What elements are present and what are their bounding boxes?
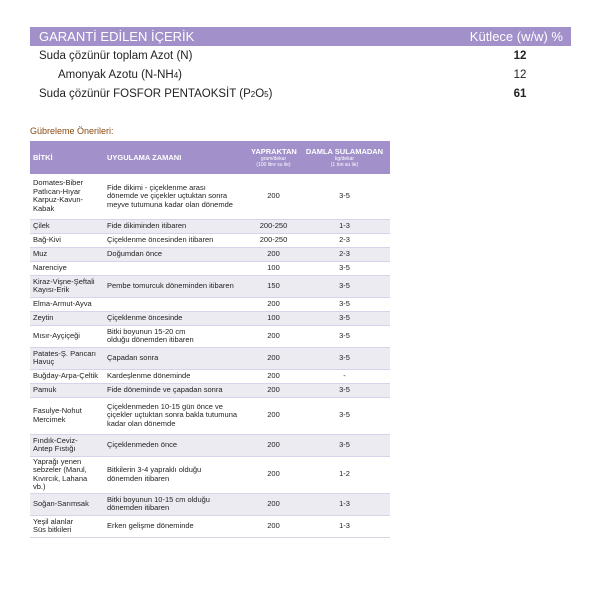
application-time-cell: Doğumdan önce bbox=[104, 247, 248, 261]
foliar-header: YAPRAKTAN gram/dekar (100 litre su ile) bbox=[248, 141, 299, 174]
application-time-cell: Bitkilerin 3-4 yapraklı olduğu dönemden itibaren bbox=[104, 456, 248, 493]
drip-dose-cell: 3-5 bbox=[299, 434, 390, 456]
application-time-cell: Çiçeklenme öncesinde bbox=[104, 311, 248, 325]
ammonium-nitrogen-value: 12 bbox=[513, 68, 527, 81]
application-time-cell: Fide dikiminden itibaren bbox=[104, 219, 248, 233]
drip-dose-cell: 1-3 bbox=[299, 219, 390, 233]
crop-cell: Yaprağı yenen sebzeler (Marul, Kıvırcık, Lahana vb.) bbox=[30, 456, 104, 493]
application-time-header: UYGULAMA ZAMANI bbox=[104, 141, 248, 174]
application-time-cell: Erken gelişme döneminde bbox=[104, 515, 248, 537]
drip-unit: kg/dekar bbox=[334, 156, 355, 162]
table-row bbox=[30, 347, 390, 369]
foliar-dose-cell: 200 bbox=[248, 297, 299, 311]
guaranteed-content-header bbox=[30, 27, 571, 46]
crop-cell: Soğan-Sarımsak bbox=[30, 493, 104, 515]
foliar-dose-cell: 200 bbox=[248, 347, 299, 369]
application-time-cell bbox=[104, 261, 248, 275]
foliar-dose-cell: 200 bbox=[248, 434, 299, 456]
total-nitrogen-row bbox=[30, 46, 571, 65]
mass-unit-label: Kütlece (w/w) % bbox=[469, 29, 563, 44]
guaranteed-content-title: GARANTİ EDİLEN İÇERİK bbox=[39, 29, 195, 44]
crop-cell: Domates-Biber Patlıcan-Hıyar Karpuz-Kavun- Kabak bbox=[30, 174, 104, 219]
foliar-dose-cell: 100 bbox=[248, 311, 299, 325]
drip-dose-cell: 3-5 bbox=[299, 325, 390, 347]
drip-dose-cell: 3-5 bbox=[299, 261, 390, 275]
crop-cell: Fasulye-Nohut Mercimek bbox=[30, 397, 104, 434]
application-time-cell: Çiçeklenme öncesinden itibaren bbox=[104, 233, 248, 247]
crop-cell: Bağ-Kivi bbox=[30, 233, 104, 247]
phosphorus-pentoxide-value: 61 bbox=[513, 87, 527, 100]
foliar-dose-cell: 200-250 bbox=[248, 233, 299, 247]
crop-cell: Fındık-Ceviz- Antep Fıstığı bbox=[30, 434, 104, 456]
fertilization-recommendations-title: Gübreleme Önerileri: bbox=[30, 126, 114, 136]
crop-cell: Zeytin bbox=[30, 311, 104, 325]
drip-dose-cell: 2-3 bbox=[299, 247, 390, 261]
crop-cell: Elma-Armut-Ayva bbox=[30, 297, 104, 311]
crop-cell: Narenciye bbox=[30, 261, 104, 275]
table-row bbox=[30, 174, 390, 219]
drip-dose-cell: 1-2 bbox=[299, 456, 390, 493]
application-time-cell: Fide dikimi - çiçeklenme arası dönemde ve çiçekler uçtuktan sonra meyve tutumuna kadar olan dönemde bbox=[104, 174, 248, 219]
crop-cell: Muz bbox=[30, 247, 104, 261]
ammonium-nitrogen-label: Amonyak Azotu (N-NH4) bbox=[58, 68, 182, 81]
foliar-dose-cell: 200 bbox=[248, 493, 299, 515]
crop-cell: Çilek bbox=[30, 219, 104, 233]
application-time-cell: Kardeşlenme döneminde bbox=[104, 369, 248, 383]
crop-cell: Patates-Ş. Pancarı Havuç bbox=[30, 347, 104, 369]
foliar-dose-cell: 200 bbox=[248, 247, 299, 261]
drip-dose-cell: - bbox=[299, 369, 390, 383]
foliar-dose-cell: 200 bbox=[248, 325, 299, 347]
foliar-dose-cell: 200 bbox=[248, 174, 299, 219]
foliar-dose-cell: 200 bbox=[248, 369, 299, 383]
table-row bbox=[30, 247, 390, 261]
application-time-cell: Fide döneminde ve çapadan sonra bbox=[104, 383, 248, 397]
foliar-unit: gram/dekar bbox=[260, 156, 287, 162]
foliar-dose-cell: 150 bbox=[248, 275, 299, 297]
fertilization-table bbox=[30, 141, 390, 538]
table-row bbox=[30, 383, 390, 397]
table-row bbox=[30, 369, 390, 383]
application-time-cell: Pembe tomurcuk döneminden itibaren bbox=[104, 275, 248, 297]
table-row bbox=[30, 456, 390, 493]
crop-cell: Kiraz-Vişne-Şeftali Kayısı-Erik bbox=[30, 275, 104, 297]
table-row bbox=[30, 297, 390, 311]
guaranteed-content-table bbox=[30, 27, 571, 103]
fertilization-table-body bbox=[30, 174, 390, 537]
foliar-dose-cell: 200 bbox=[248, 456, 299, 493]
foliar-dose-cell: 200 bbox=[248, 515, 299, 537]
drip-dose-cell: 3-5 bbox=[299, 347, 390, 369]
crop-cell: Pamuk bbox=[30, 383, 104, 397]
phosphorus-pentoxide-row bbox=[30, 84, 571, 103]
application-time-cell: Çiçeklenmeden önce bbox=[104, 434, 248, 456]
table-row bbox=[30, 261, 390, 275]
drip-dose-cell: 2-3 bbox=[299, 233, 390, 247]
table-row bbox=[30, 434, 390, 456]
drip-dose-cell: 3-5 bbox=[299, 311, 390, 325]
table-row bbox=[30, 275, 390, 297]
drip-dose-cell: 3-5 bbox=[299, 383, 390, 397]
drip-dose-cell: 3-5 bbox=[299, 297, 390, 311]
foliar-dose-cell: 200-250 bbox=[248, 219, 299, 233]
application-time-cell: Çiçeklenmeden 10-15 gün önce ve çiçekler uçtuktan sonra bakla tutumuna kadar olan dönemde bbox=[104, 397, 248, 434]
crop-header: BİTKİ bbox=[30, 141, 104, 174]
table-row bbox=[30, 311, 390, 325]
fertilization-table-header bbox=[30, 141, 390, 174]
drip-dose-cell: 3-5 bbox=[299, 275, 390, 297]
application-time-cell: Bitki boyunun 15-20 cm olduğu dönemden itibaren bbox=[104, 325, 248, 347]
application-time-cell: Çapadan sonra bbox=[104, 347, 248, 369]
table-row bbox=[30, 233, 390, 247]
drip-dose-cell: 1-3 bbox=[299, 493, 390, 515]
foliar-dose-cell: 200 bbox=[248, 383, 299, 397]
drip-irrigation-header: DAMLA SULAMADAN kg/dekar (1 ton su ile) bbox=[299, 141, 390, 174]
foliar-dose-cell: 100 bbox=[248, 261, 299, 275]
ammonium-nitrogen-row bbox=[30, 65, 571, 84]
application-time-cell: Bitki boyunun 10-15 cm olduğu dönemden itibaren bbox=[104, 493, 248, 515]
table-row bbox=[30, 325, 390, 347]
foliar-note: (100 litre su ile) bbox=[256, 162, 291, 168]
drip-dose-cell: 3-5 bbox=[299, 397, 390, 434]
table-row bbox=[30, 219, 390, 233]
crop-cell: Yeşil alanlar Süs bitkileri bbox=[30, 515, 104, 537]
table-row bbox=[30, 493, 390, 515]
crop-cell: Buğday-Arpa-Çeltik bbox=[30, 369, 104, 383]
drip-dose-cell: 1-3 bbox=[299, 515, 390, 537]
application-time-cell bbox=[104, 297, 248, 311]
drip-note: (1 ton su ile) bbox=[330, 162, 359, 168]
table-row bbox=[30, 397, 390, 434]
drip-dose-cell: 3-5 bbox=[299, 174, 390, 219]
total-nitrogen-value: 12 bbox=[513, 49, 527, 62]
crop-cell: Mısır-Ayçiçeği bbox=[30, 325, 104, 347]
total-nitrogen-label: Suda çözünür toplam Azot (N) bbox=[39, 49, 193, 62]
table-row bbox=[30, 515, 390, 537]
phosphorus-pentoxide-label: Suda çözünür FOSFOR PENTAOKSİT (P2O5) bbox=[39, 87, 273, 100]
foliar-dose-cell: 200 bbox=[248, 397, 299, 434]
